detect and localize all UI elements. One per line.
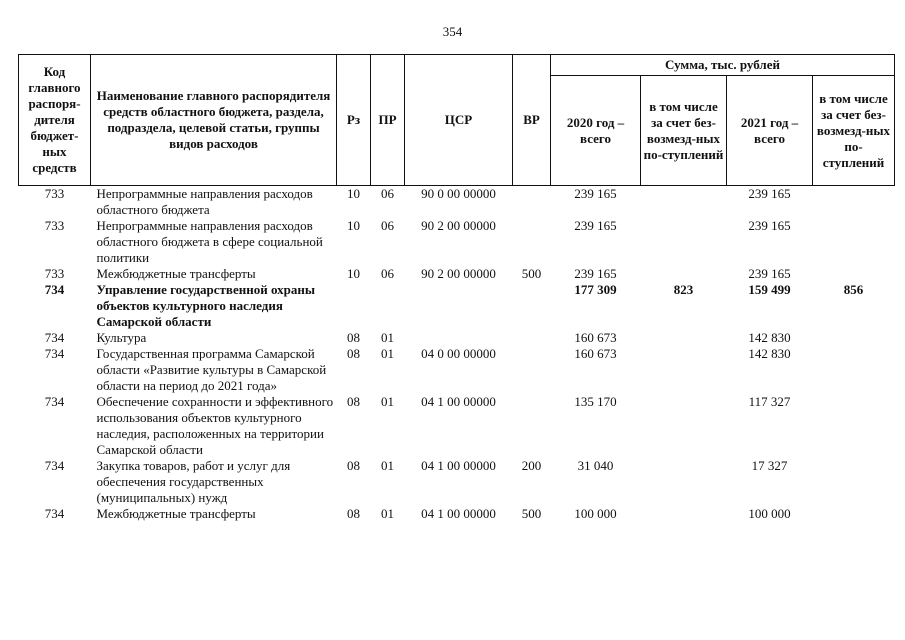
- cell-2020-incl: [641, 506, 727, 522]
- cell-2020-total: 239 165: [574, 266, 617, 281]
- cell-name: Обеспечение сохранности и эффективного использования объектов культурного наследия, расположенных на территории Самарской области: [96, 394, 334, 457]
- cell-2021-total: 17 327: [751, 458, 788, 473]
- table-row: [19, 330, 895, 346]
- cell-vr: [513, 282, 551, 330]
- cell-rz: 08: [347, 394, 360, 409]
- cell-2020-total: 239 165: [574, 186, 617, 201]
- cell-csr: 04 1 00 00000: [421, 458, 496, 473]
- cell-2021-incl: [813, 330, 895, 346]
- cell-csr: 04 0 00 00000: [421, 346, 496, 361]
- cell-2021-total: 142 830: [748, 330, 791, 345]
- cell-name: Межбюджетные трансферты: [96, 506, 256, 521]
- header-sum: Сумма, тыс. рублей: [551, 55, 895, 76]
- table-row: [19, 186, 895, 219]
- cell-pr: 01: [381, 458, 394, 473]
- cell-rz: 08: [347, 458, 360, 473]
- cell-2021-total: 239 165: [748, 266, 791, 281]
- table-row: [19, 458, 895, 506]
- cell-2021-incl: [813, 346, 895, 394]
- header-pr: ПР: [371, 55, 405, 186]
- header-csr: ЦСР: [405, 55, 513, 186]
- cell-code: 733: [44, 186, 65, 201]
- cell-2020-incl: [641, 218, 727, 266]
- cell-rz: 10: [347, 266, 360, 281]
- table-row: [19, 282, 895, 330]
- cell-vr: [513, 394, 551, 458]
- cell-pr: 01: [381, 506, 394, 521]
- cell-code: 733: [44, 266, 65, 281]
- table-body: [19, 186, 895, 523]
- cell-csr: [405, 282, 513, 330]
- table-row: [19, 218, 895, 266]
- cell-code: 734: [44, 458, 65, 473]
- cell-name: Управление государственной охраны объектов культурного наследия Самарской области: [96, 282, 315, 329]
- cell-csr: 90 2 00 00000: [421, 218, 496, 233]
- cell-code: 734: [44, 330, 65, 345]
- cell-2020-incl: [641, 458, 727, 506]
- cell-2021-total: 239 165: [748, 218, 791, 233]
- header-code: Код главного распоря-дителя бюджет-ных средств: [19, 55, 91, 186]
- header-2021-incl: в том числе за счет без-возмезд-ных по-ступлений: [813, 76, 895, 186]
- cell-rz: 08: [347, 506, 360, 521]
- header-2020-incl: в том числе за счет без-возмезд-ных по-ступлений: [641, 76, 727, 186]
- cell-code: 734: [44, 506, 65, 521]
- cell-2021-incl: [813, 394, 895, 458]
- header-rz: Рз: [337, 55, 371, 186]
- cell-name: Межбюджетные трансферты: [96, 266, 256, 281]
- cell-2021-total: 100 000: [748, 506, 791, 521]
- cell-pr: 01: [381, 330, 394, 345]
- page-number: 354: [442, 24, 463, 39]
- cell-rz: 10: [347, 186, 360, 201]
- cell-csr: 04 1 00 00000: [421, 394, 496, 409]
- cell-2020-total: 239 165: [574, 218, 617, 233]
- cell-2020-total: 100 000: [574, 506, 617, 521]
- cell-2021-total: 117 327: [748, 394, 791, 409]
- cell-2021-total: 159 499: [748, 282, 791, 297]
- cell-code: 734: [44, 346, 65, 361]
- cell-2021-incl: [813, 186, 895, 219]
- cell-2020-total: 160 673: [574, 346, 617, 361]
- cell-rz: 10: [347, 218, 360, 233]
- cell-2021-incl: [813, 218, 895, 266]
- cell-csr: 04 1 00 00000: [421, 506, 496, 521]
- cell-csr: 90 2 00 00000: [421, 266, 496, 281]
- cell-rz: 08: [347, 330, 360, 345]
- cell-pr: 01: [381, 346, 394, 361]
- cell-2020-incl: [641, 266, 727, 282]
- cell-2021-incl: [813, 506, 895, 522]
- cell-2020-incl: [641, 186, 727, 219]
- cell-rz: [337, 282, 371, 330]
- cell-2020-incl: [641, 346, 727, 394]
- cell-name: Непрограммные направления расходов областного бюджета: [96, 186, 313, 217]
- cell-2021-total: 142 830: [748, 346, 791, 361]
- cell-2020-incl: [641, 330, 727, 346]
- table-row: [19, 394, 895, 458]
- cell-code: 733: [44, 218, 65, 233]
- cell-2020-total: 135 170: [574, 394, 617, 409]
- cell-name: Закупка товаров, работ и услуг для обеспечения государственных (муниципальных) нужд: [96, 458, 291, 505]
- cell-2021-incl: [813, 266, 895, 282]
- table-row: [19, 346, 895, 394]
- cell-2020-incl: 823: [673, 282, 694, 297]
- cell-pr: 06: [381, 186, 394, 201]
- cell-2021-incl: [813, 458, 895, 506]
- cell-2020-total: 177 309: [574, 282, 617, 297]
- header-2021-total: 2021 год – всего: [727, 76, 813, 186]
- table-header: [19, 55, 895, 186]
- cell-vr: [513, 330, 551, 346]
- cell-rz: 08: [347, 346, 360, 361]
- cell-name: Непрограммные направления расходов областного бюджета в сфере социальной политики: [96, 218, 323, 265]
- cell-name: Государственная программа Самарской области «Развитие культуры в Самарской области на период до 2021 года»: [96, 346, 327, 393]
- table-row: [19, 266, 895, 282]
- cell-vr: [513, 218, 551, 266]
- cell-code: 734: [44, 282, 65, 297]
- header-name: Наименование главного распорядителя средств областного бюджета, раздела, подраздела, целевой статьи, группы видов расходов: [91, 55, 337, 186]
- cell-2020-total: 31 040: [577, 458, 614, 473]
- cell-2021-total: 239 165: [748, 186, 791, 201]
- cell-csr: 90 0 00 00000: [421, 186, 496, 201]
- header-2020-total: 2020 год – всего: [551, 76, 641, 186]
- cell-vr: 500: [521, 506, 542, 521]
- cell-pr: 01: [381, 394, 394, 409]
- cell-name: Культура: [96, 330, 147, 345]
- cell-pr: 06: [381, 218, 394, 233]
- cell-vr: [513, 346, 551, 394]
- cell-2020-incl: [641, 394, 727, 458]
- cell-2020-total: 160 673: [574, 330, 617, 345]
- cell-pr: 06: [381, 266, 394, 281]
- table-row: [19, 506, 895, 522]
- budget-table: [18, 54, 895, 522]
- header-vr: ВР: [513, 55, 551, 186]
- cell-vr: [513, 186, 551, 219]
- cell-2021-incl: 856: [843, 282, 864, 297]
- cell-pr: [371, 282, 405, 330]
- cell-csr: [405, 330, 513, 346]
- cell-vr: 500: [521, 266, 542, 281]
- cell-code: 734: [44, 394, 65, 409]
- cell-vr: 200: [521, 458, 542, 473]
